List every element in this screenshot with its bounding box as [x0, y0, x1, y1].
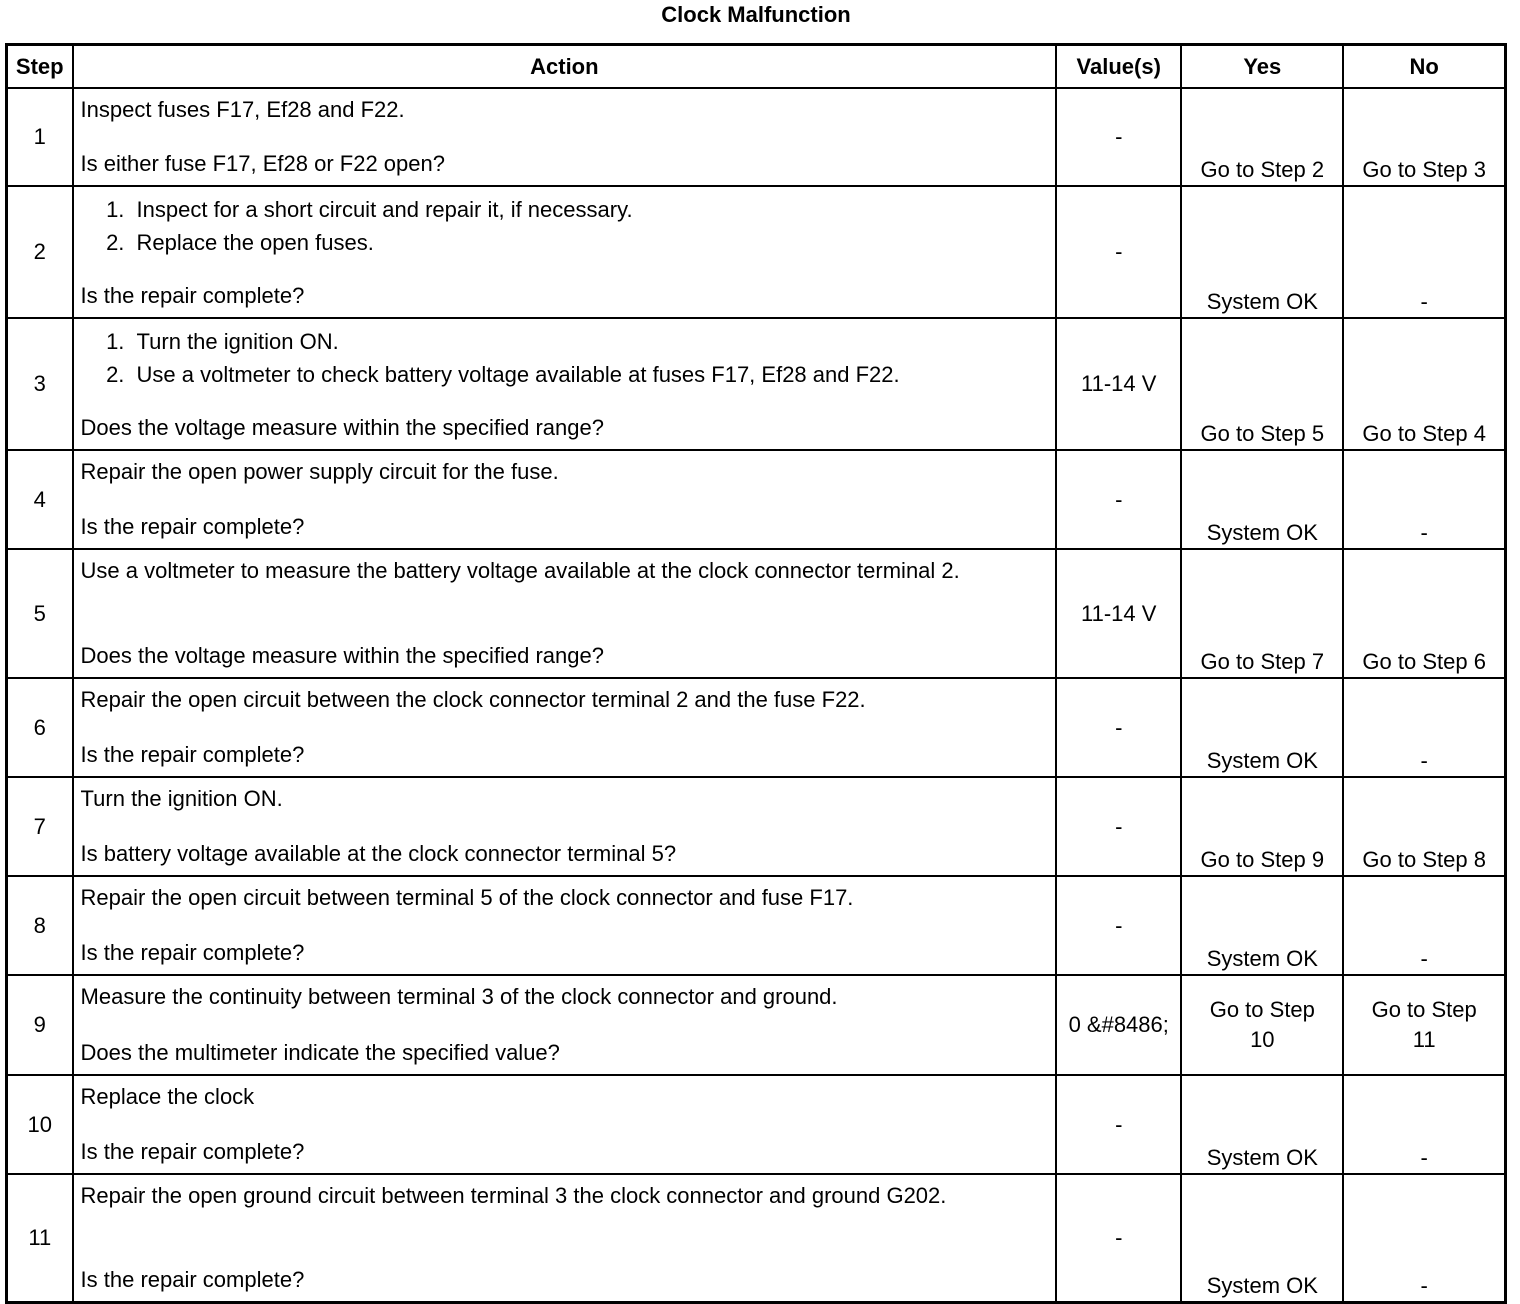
- action-question: Is the repair complete?: [80, 1139, 305, 1164]
- table-row: [7, 186, 1506, 318]
- value-cell: -: [1056, 88, 1181, 186]
- step-number: 6: [7, 678, 73, 777]
- value-cell: -: [1056, 678, 1181, 777]
- step-header: Step: [7, 45, 73, 89]
- action-cell: [73, 876, 1057, 975]
- step-number: 10: [7, 1075, 73, 1174]
- action-header: Action: [73, 45, 1057, 89]
- yes-result: Go to Step 2: [1181, 88, 1343, 186]
- no-result: -: [1343, 1075, 1505, 1174]
- action-question: Is the repair complete?: [80, 742, 305, 767]
- no-result: Go to Step 8: [1343, 777, 1505, 876]
- step-number: 1: [7, 88, 73, 186]
- action-question: Is the repair complete?: [80, 1267, 305, 1292]
- action-steps-list: [81, 325, 1050, 391]
- no-result: Go to Step 11: [1343, 975, 1505, 1075]
- action-cell: [73, 186, 1057, 318]
- yes-result: Go to Step 7: [1181, 549, 1343, 678]
- yes-result: Go to Step 9: [1181, 777, 1343, 876]
- yes-result: System OK: [1181, 186, 1343, 318]
- table-row: [7, 1075, 1506, 1174]
- page-title: Clock Malfunction: [661, 2, 851, 27]
- step-number: 7: [7, 777, 73, 876]
- no-result: -: [1343, 678, 1505, 777]
- action-step-item: 1. Turn the ignition ON.: [131, 325, 1050, 358]
- value-cell: 11-14 V: [1056, 318, 1181, 450]
- action-instruction: Replace the clock: [80, 1084, 255, 1109]
- action-instruction: Repair the open ground circuit between terminal 3 the clock connector and ground G202.: [80, 1183, 947, 1208]
- action-instruction: Repair the open circuit between the clock connector terminal 2 and the fuse F22.: [80, 687, 866, 712]
- action-instruction: Use a voltmeter to measure the battery voltage available at the clock connector terminal 2.: [80, 558, 960, 583]
- no-header: No: [1343, 45, 1505, 89]
- action-steps-list: [81, 193, 1050, 259]
- action-instruction: Measure the continuity between terminal 3 of the clock connector and ground.: [80, 984, 838, 1009]
- value-cell: 0 &#8486;: [1056, 975, 1181, 1075]
- no-result: Go to Step 3: [1343, 88, 1505, 186]
- action-cell: [73, 88, 1057, 186]
- step-number: 8: [7, 876, 73, 975]
- table-row: [7, 678, 1506, 777]
- yes-result: Go to Step 10: [1181, 975, 1343, 1075]
- no-result: Go to Step 4: [1343, 318, 1505, 450]
- table-row: [7, 88, 1506, 186]
- action-cell: [73, 975, 1057, 1075]
- action-question: Is the repair complete?: [80, 940, 305, 965]
- action-cell: [73, 450, 1057, 549]
- no-result: -: [1343, 186, 1505, 318]
- action-question: Is battery voltage available at the clock connector terminal 5?: [80, 841, 677, 866]
- no-result: Go to Step 6: [1343, 549, 1505, 678]
- value-cell: -: [1056, 186, 1181, 318]
- action-cell: [73, 318, 1057, 450]
- step-number: 3: [7, 318, 73, 450]
- yes-result: System OK: [1181, 450, 1343, 549]
- step-number: 5: [7, 549, 73, 678]
- action-step-item: 1. Inspect for a short circuit and repair it, if necessary.: [131, 193, 1050, 226]
- action-question: Is the repair complete?: [80, 514, 305, 539]
- action-cell: [73, 549, 1057, 678]
- no-result: -: [1343, 450, 1505, 549]
- action-question: Is the repair complete?: [80, 283, 305, 308]
- step-number: 2: [7, 186, 73, 318]
- yes-result: System OK: [1181, 678, 1343, 777]
- no-result: -: [1343, 876, 1505, 975]
- table-row: [7, 549, 1506, 678]
- value-cell: 11-14 V: [1056, 549, 1181, 678]
- action-cell: [73, 1075, 1057, 1174]
- action-step-item: 2. Replace the open fuses.: [131, 226, 1050, 259]
- yes-result: System OK: [1181, 1075, 1343, 1174]
- table-row: [7, 1174, 1506, 1303]
- table-row: [7, 318, 1506, 450]
- step-number: 9: [7, 975, 73, 1075]
- action-instruction: Turn the ignition ON.: [80, 786, 283, 811]
- yes-header: Yes: [1181, 45, 1343, 89]
- action-cell: [73, 1174, 1057, 1303]
- value-header: Value(s): [1056, 45, 1181, 89]
- value-cell: -: [1056, 876, 1181, 975]
- diagnostic-table: [5, 43, 1507, 1304]
- table-row: [7, 777, 1506, 876]
- value-cell: -: [1056, 1174, 1181, 1303]
- yes-result: System OK: [1181, 1174, 1343, 1303]
- yes-result: Go to Step 5: [1181, 318, 1343, 450]
- value-cell: -: [1056, 777, 1181, 876]
- action-cell: [73, 777, 1057, 876]
- action-instruction: Inspect fuses F17, Ef28 and F22.: [80, 97, 405, 122]
- table-row: [7, 975, 1506, 1075]
- step-number: 11: [7, 1174, 73, 1303]
- table-body: [7, 88, 1506, 1303]
- action-step-item: 2. Use a voltmeter to check battery voltage available at fuses F17, Ef28 and F22.: [131, 358, 1050, 391]
- action-question: Is either fuse F17, Ef28 or F22 open?: [80, 151, 445, 176]
- table-row: [7, 450, 1506, 549]
- step-number: 4: [7, 450, 73, 549]
- value-cell: -: [1056, 450, 1181, 549]
- yes-result: System OK: [1181, 876, 1343, 975]
- action-question: Does the voltage measure within the specified range?: [80, 415, 604, 440]
- action-question: Does the multimeter indicate the specified value?: [80, 1040, 560, 1065]
- value-cell: -: [1056, 1075, 1181, 1174]
- action-question: Does the voltage measure within the specified range?: [80, 643, 604, 668]
- action-instruction: Repair the open power supply circuit for the fuse.: [80, 459, 559, 484]
- header-row: [7, 45, 1506, 89]
- action-instruction: Repair the open circuit between terminal 5 of the clock connector and fuse F17.: [80, 885, 854, 910]
- no-result: -: [1343, 1174, 1505, 1303]
- table-row: [7, 876, 1506, 975]
- action-cell: [73, 678, 1057, 777]
